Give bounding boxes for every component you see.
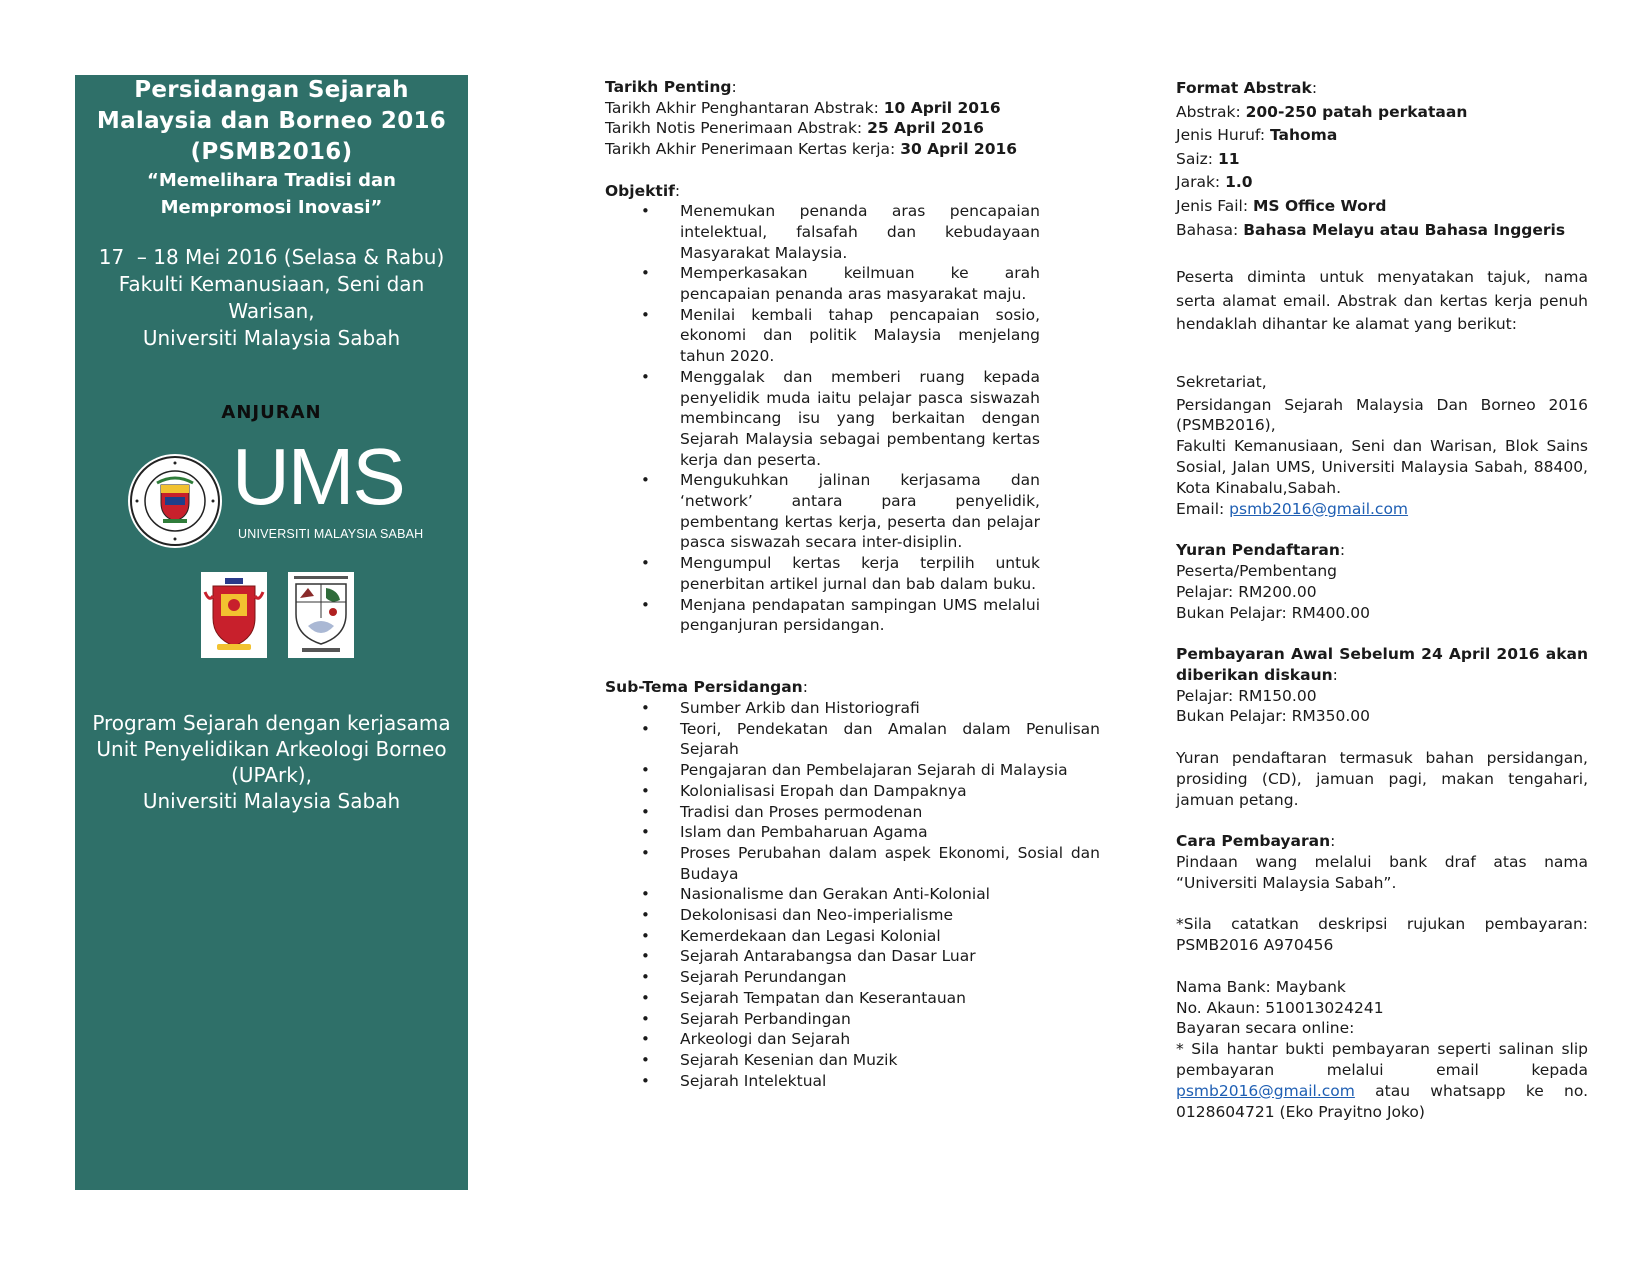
fee-line: Bukan Pelajar: RM350.00	[1176, 707, 1370, 726]
list-item: • Sejarah Intelektual	[605, 1071, 1100, 1092]
upark-crest-logo	[288, 572, 354, 658]
objektif-list	[605, 201, 1095, 636]
dates-heading: Tarikh Penting:	[605, 78, 737, 96]
list-item: • Arkeologi dan Sejarah	[605, 1029, 1100, 1050]
list-item: • Sejarah Antarabangsa dan Dasar Luar	[605, 946, 1100, 967]
list-item: • Dekolonisasi dan Neo-imperialisme	[605, 905, 1100, 926]
fee-includes: Yuran pendaftaran termasuk bahan persidangan, prosiding (CD), jamuan pagi, makan tengahari, jamuan petang.	[1176, 749, 1588, 809]
list-item: • Menjana pendapatan sampingan UMS melalui penganjuran persidangan.	[605, 595, 1040, 636]
format-item: Jenis Huruf: Tahoma	[1176, 126, 1338, 145]
list-item: • Sejarah Perbandingan	[605, 1009, 1100, 1030]
list-item: • Tradisi dan Proses permodenan	[605, 802, 1100, 823]
list-item: • Mengukuhkan jalinan kerjasama dan ‘network’ antara para penyelidik, pembentang kertas kerja, peserta dan pelajar pasca siswazah secara inter-disiplin.	[605, 470, 1040, 553]
fee-line: Pelajar: RM200.00	[1176, 582, 1317, 601]
payment-reference: *Sila catatkan deskripsi rujukan pembayaran: PSMB2016 A970456	[1176, 915, 1588, 955]
right-column	[1176, 77, 1588, 1122]
early-payment-heading: Pembayaran Awal Sebelum 24 April 2016 akan diberikan diskaun:	[1176, 645, 1588, 684]
middle-column	[605, 77, 1100, 1091]
faculty-crest-logo	[201, 572, 267, 658]
list-item: • Sejarah Perundangan	[605, 967, 1100, 988]
list-item: • Kolonialisasi Eropah dan Dampaknya	[605, 781, 1100, 802]
fee-line: Peserta/Pembentang	[1176, 561, 1337, 580]
list-item: • Kemerdekaan dan Legasi Kolonial	[605, 926, 1100, 947]
conference-theme: “Memelihara Tradisi dan Mempromosi Inovasi”	[147, 170, 396, 218]
online-payment: Bayaran secara online:	[1176, 1019, 1355, 1038]
list-item: • Sumber Arkib dan Historiografi	[605, 698, 1100, 719]
yuran-heading: Yuran Pendaftaran:	[1176, 541, 1346, 560]
date-item: Tarikh Notis Penerimaan Abstrak: 25 April 2016	[605, 119, 984, 138]
format-item: Jarak: 1.0	[1176, 173, 1253, 192]
bank-name: Nama Bank: Maybank	[1176, 977, 1346, 996]
format-item: Abstrak: 200-250 patah perkataan	[1176, 102, 1468, 121]
ums-logo-subtitle: UNIVERSITI MALAYSIA SABAH	[238, 527, 424, 541]
list-item: • Menggalak dan memberi ruang kepada penyelidik muda iaitu pelajar pasca siswazah membincang isu yang berkaitan dengan Sejarah Malaysia sebagai pembentang kertas kerja dan peserta.	[605, 367, 1040, 471]
format-abstrak	[1176, 77, 1588, 242]
list-item: • Memperkasakan keilmuan ke arah pencapaian penanda aras masyarakat maju.	[605, 263, 1040, 304]
list-item: • Proses Perubahan dalam aspek Ekonomi, Sosial dan Budaya	[605, 843, 1100, 884]
email-link[interactable]: psmb2016@gmail.com	[1176, 1081, 1355, 1100]
address-line: Fakulti Kemanusiaan, Seni dan Warisan, Blok Sains Sosial, Jalan UMS, Universiti Malaysia Sabah, 88400, Kota Kinabalu,Sabah.	[1176, 437, 1588, 497]
list-item: • Teori, Pendekatan dan Amalan dalam Penulisan Sejarah	[605, 719, 1100, 760]
address-line: Persidangan Sejarah Malaysia Dan Borneo 2016 (PSMB2016),	[1176, 395, 1588, 435]
payment-method: Pindaan wang melalui bank draf atas nama “Universiti Malaysia Sabah”.	[1176, 853, 1588, 892]
format-item: Jenis Fail: MS Office Word	[1176, 196, 1387, 215]
list-item: • Menemukan penanda aras pencapaian intelektual, falsafah dan kebudayaan Masyarakat Malaysia.	[605, 201, 1040, 263]
event-info: 17 – 18 Mei 2016 (Selasa & Rabu) Fakulti Kemanusiaan, Seni dan Warisan, Universiti Malaysia Sabah	[98, 245, 445, 350]
list-item: • Nasionalisme dan Gerakan Anti-Kolonial	[605, 884, 1100, 905]
format-item: Saiz: 11	[1176, 149, 1240, 168]
account-number: No. Akaun: 510013024241	[1176, 998, 1384, 1017]
date-item: Tarikh Akhir Penghantaran Abstrak: 10 April 2016	[605, 98, 1001, 117]
list-item: • Pengajaran dan Pembelajaran Sejarah di Malaysia	[605, 760, 1100, 781]
ums-logo-wordmark: UMS	[232, 432, 404, 521]
fee-line: Bukan Pelajar: RM400.00	[1176, 603, 1370, 622]
program-info: Program Sejarah dengan kerjasama Unit Penyelidikan Arkeologi Borneo (UPArk), Universiti Malaysia Sabah	[92, 711, 451, 813]
subtema-heading: Sub-Tema Persidangan:	[605, 678, 808, 697]
email-link[interactable]: psmb2016@gmail.com	[1229, 499, 1409, 518]
date-item: Tarikh Akhir Penerimaan Kertas kerja: 30 April 2016	[605, 140, 1018, 159]
slip-instruction: * Sila hantar bukti pembayaran seperti salinan slip pembayaran melalui email kepada psmb2016@gmail.com atau whatsapp ke no. 0128604721 (Eko Prayitno Joko)	[1176, 1040, 1588, 1121]
format-item: Bahasa: Bahasa Melayu atau Bahasa Inggeris	[1176, 220, 1566, 239]
cover-panel	[75, 75, 468, 1190]
fee-line: Pelajar: RM150.00	[1176, 686, 1317, 705]
submission-instruction: Peserta diminta untuk menyatakan tajuk, nama serta alamat email. Abstrak dan kertas kerja penuh hendaklah dihantar ke alamat yang berikut:	[1176, 268, 1588, 334]
anjuran-label: ANJURAN	[221, 402, 322, 423]
payment-heading: Cara Pembayaran:	[1176, 832, 1336, 851]
list-item: • Islam dan Pembaharuan Agama	[605, 822, 1100, 843]
ums-seal-logo	[127, 453, 223, 549]
objektif-heading: Objektif:	[605, 181, 681, 200]
format-heading: Format Abstrak:	[1176, 79, 1318, 97]
list-item: • Sejarah Tempatan dan Keserantauan	[605, 988, 1100, 1009]
conference-title: Persidangan Sejarah Malaysia dan Borneo 2016 (PSMB2016)	[96, 77, 447, 165]
address-line: Sekretariat,	[1176, 372, 1267, 391]
email-line: Email: psmb2016@gmail.com	[1176, 499, 1409, 518]
list-item: • Mengumpul kertas kerja terpilih untuk penerbitan artikel jurnal dan bab dalam buku.	[605, 553, 1040, 594]
list-item: • Sejarah Kesenian dan Muzik	[605, 1050, 1100, 1071]
list-item: • Menilai kembali tahap pencapaian sosio, ekonomi dan politik Malaysia menjelang tahun 2020.	[605, 305, 1040, 367]
subtema-list	[605, 698, 1100, 1091]
